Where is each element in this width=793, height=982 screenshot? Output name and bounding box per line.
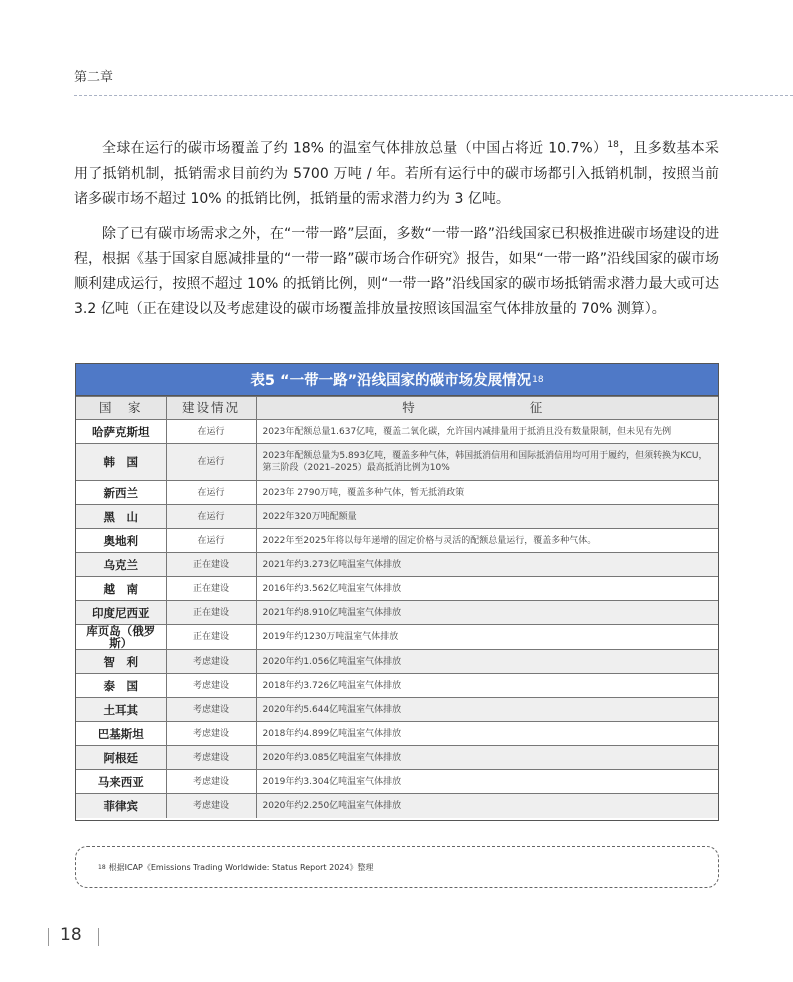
table-row bbox=[76, 746, 718, 770]
status-cell: 考虑建设 bbox=[166, 674, 256, 698]
status-cell: 在运行 bbox=[166, 505, 256, 529]
country-cell: 土耳其 bbox=[76, 698, 166, 722]
feature-cell: 2023年配额总量为5.893亿吨，覆盖多种气体，韩国抵消信用和国际抵消信用均可用于履约，但须转换为KCU，第三阶段（2021–2025）最高抵消比例为10% bbox=[256, 444, 718, 481]
table-row bbox=[76, 722, 718, 746]
status-cell: 在运行 bbox=[166, 444, 256, 481]
feature-cell: 2016年约3.562亿吨温室气体排放 bbox=[256, 577, 718, 601]
paragraph-1-tail: ，且多数基本采用了抵销机制，抵销需求目前约为 5700 万吨 / 年。若所有运行中的碳市场都引入抵销机制，按照当前诸多碳市场不超过 10% 的抵销比例，抵销量的需求潜力约为 3 亿吨。 bbox=[74, 140, 720, 207]
footnote-box bbox=[75, 846, 719, 888]
feature-cell: 2020年约2.250亿吨温室气体排放 bbox=[256, 794, 718, 818]
table-row bbox=[76, 420, 718, 444]
table-title bbox=[76, 364, 718, 396]
table-row bbox=[76, 601, 718, 625]
paragraph-1-text: 全球在运行的碳市场覆盖了约 18% 的温室气体排放总量（中国占将近 10.7%） bbox=[102, 140, 608, 157]
page-number-bar-left bbox=[48, 928, 49, 946]
status-cell: 考虑建设 bbox=[166, 770, 256, 794]
country-cell: 菲律宾 bbox=[76, 794, 166, 818]
table-body bbox=[76, 420, 718, 818]
footnote-ref[interactable]: 18 bbox=[607, 140, 619, 150]
country-cell: 阿根廷 bbox=[76, 746, 166, 770]
status-cell: 考虑建设 bbox=[166, 794, 256, 818]
feature-cell: 2022年至2025年将以每年递增的固定价格与灵活的配额总量运行，覆盖多种气体。 bbox=[256, 529, 718, 553]
table-row bbox=[76, 625, 718, 650]
country-cell: 泰 国 bbox=[76, 674, 166, 698]
table-row bbox=[76, 794, 718, 818]
country-cell: 奥地利 bbox=[76, 529, 166, 553]
page-number: 18 bbox=[60, 925, 82, 945]
body-paragraph-2: 除了已有碳市场需求之外，在“一带一路”层面，多数“一带一路”沿线国家已积极推进碳市场建设的进程，根据《基于国家自愿减排量的“一带一路”碳市场合作研究》报告，如果“一带一路”沿线国家的碳市场顺利建成运行，按照不超过 10% 的抵销比例，则“一带一路”沿线国家的碳市场抵销需求潜力最大或可达 3.2 亿吨（正在建设以及考虑建设的碳市场覆盖排放量按照该国温室气体排放量的 70% 测算）。 bbox=[74, 226, 720, 317]
status-cell: 正在建设 bbox=[166, 601, 256, 625]
table-row bbox=[76, 650, 718, 674]
country-cell: 哈萨克斯坦 bbox=[76, 420, 166, 444]
feature-cell: 2021年约8.910亿吨温室气体排放 bbox=[256, 601, 718, 625]
feature-cell: 2023年配额总量1.637亿吨，覆盖二氧化碳，允许国内减排量用于抵消且没有数量限制，但未见有先例 bbox=[256, 420, 718, 444]
body-paragraph-1 bbox=[74, 133, 719, 212]
table-title-ref[interactable]: 18 bbox=[532, 374, 544, 385]
feature-cell: 2020年约1.056亿吨温室气体排放 bbox=[256, 650, 718, 674]
feature-cell: 2019年约1230万吨温室气体排放 bbox=[256, 625, 718, 650]
table-row bbox=[76, 481, 718, 505]
feature-cell: 2021年约3.273亿吨温室气体排放 bbox=[256, 553, 718, 577]
table-row bbox=[76, 444, 718, 481]
header-divider bbox=[74, 95, 793, 96]
country-cell: 马来西亚 bbox=[76, 770, 166, 794]
status-cell: 正在建设 bbox=[166, 553, 256, 577]
feature-cell: 2020年约5.644亿吨温室气体排放 bbox=[256, 698, 718, 722]
country-cell: 越 南 bbox=[76, 577, 166, 601]
table-row bbox=[76, 577, 718, 601]
header-feature: 特 征 bbox=[256, 397, 718, 420]
status-cell: 正在建设 bbox=[166, 577, 256, 601]
country-cell: 新西兰 bbox=[76, 481, 166, 505]
table-row bbox=[76, 529, 718, 553]
feature-cell: 2018年约3.726亿吨温室气体排放 bbox=[256, 674, 718, 698]
chapter-label: 第二章 bbox=[74, 70, 114, 85]
feature-cell: 2022年320万吨配额量 bbox=[256, 505, 718, 529]
feature-cell: 2020年约3.085亿吨温室气体排放 bbox=[256, 746, 718, 770]
footnote-number: 18 bbox=[98, 863, 106, 871]
status-cell: 在运行 bbox=[166, 420, 256, 444]
country-cell: 乌克兰 bbox=[76, 553, 166, 577]
feature-cell: 2019年约3.304亿吨温室气体排放 bbox=[256, 770, 718, 794]
status-cell: 在运行 bbox=[166, 481, 256, 505]
feature-cell: 2018年约4.899亿吨温室气体排放 bbox=[256, 722, 718, 746]
footnote-text: 根据ICAP《Emissions Trading Worldwide: Status Report 2024》整理 bbox=[108, 862, 374, 872]
carbon-market-table bbox=[75, 363, 719, 821]
country-cell: 智 利 bbox=[76, 650, 166, 674]
feature-cell: 2023年 2790万吨，覆盖多种气体，暂无抵消政策 bbox=[256, 481, 718, 505]
country-cell: 韩 国 bbox=[76, 444, 166, 481]
table-grid bbox=[76, 396, 718, 818]
table-row bbox=[76, 505, 718, 529]
table-row bbox=[76, 698, 718, 722]
country-cell: 印度尼西亚 bbox=[76, 601, 166, 625]
table-row bbox=[76, 553, 718, 577]
country-cell: 巴基斯坦 bbox=[76, 722, 166, 746]
status-cell: 在运行 bbox=[166, 529, 256, 553]
table-title-text: 表5 “一带一路”沿线国家的碳市场发展情况 bbox=[250, 373, 532, 389]
status-cell: 考虑建设 bbox=[166, 650, 256, 674]
status-cell: 考虑建设 bbox=[166, 722, 256, 746]
country-cell: 黑 山 bbox=[76, 505, 166, 529]
status-cell: 正在建设 bbox=[166, 625, 256, 650]
country-cell: 库页岛（俄罗斯） bbox=[76, 625, 166, 650]
status-cell: 考虑建设 bbox=[166, 746, 256, 770]
page-number-bar-right bbox=[98, 928, 99, 946]
table-row bbox=[76, 674, 718, 698]
table-row bbox=[76, 770, 718, 794]
header-country: 国 家 bbox=[76, 397, 166, 420]
table-header-row bbox=[76, 397, 718, 420]
status-cell: 考虑建设 bbox=[166, 698, 256, 722]
header-status: 建设情况 bbox=[166, 397, 256, 420]
